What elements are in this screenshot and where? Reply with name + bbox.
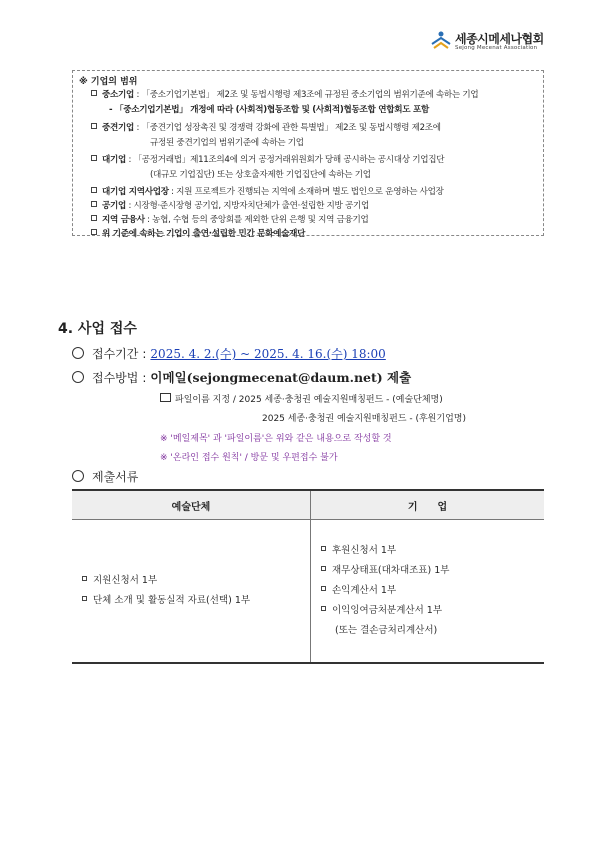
period-label: 접수기간: [92, 347, 139, 361]
circle-bullet-icon: [72, 347, 84, 359]
list-item: 단체 소개 및 활동실적 자료(선택) 1부: [82, 591, 310, 611]
section-heading: 4. 사업 접수: [58, 321, 137, 337]
method-row: 접수방법 : 이메일(sejongmecenat@daum.net) 제출: [72, 368, 411, 386]
docs-row: [72, 468, 138, 485]
company-docs-cell: [311, 520, 545, 664]
square-bullet-icon: [321, 566, 326, 571]
docs-label: 제출서류: [92, 470, 139, 484]
header-company: 기 업: [311, 490, 545, 520]
square-bullet-icon: [82, 596, 87, 601]
circle-bullet-icon: [72, 371, 84, 383]
method-value: 이메일(sejongmecenat@daum.net) 제출: [150, 370, 412, 385]
list-item: 재무상태표(대차대조표) 1부: [321, 561, 544, 581]
square-bullet-icon: [91, 201, 97, 207]
circle-bullet-icon: [72, 470, 84, 482]
scope-item-foundation: 위 기준에 속하는 기업이 출연·설립한 민간 문화예술재단: [91, 228, 305, 240]
square-bullet-icon: [91, 187, 97, 193]
org-logo: [430, 30, 560, 54]
method-label: 접수방법: [92, 371, 139, 385]
scope-item-regional: 대기업 지역사업장 : 지원 프로젝트가 진행되는 지역에 소재하며 별도 법인으로 운영하는 사업장: [91, 186, 444, 198]
square-bullet-icon: [321, 606, 326, 611]
org-name-ko: 세종시메세나협회: [455, 32, 544, 46]
square-bullet-icon: [82, 576, 87, 581]
header-art-group: 예술단체: [72, 490, 311, 520]
filename-line-1: 파일이름 지정 / 2025 세종·충청권 예술지원매칭펀드 - (예술단체명): [160, 392, 443, 405]
scope-item-sme: 중소기업 : 「중소기업기본법」 제2조 및 동법시행령 제3조에 규정된 중소기업의 범위기준에 속하는 기업: [91, 89, 478, 101]
scope-item-large-cont: (대규모 기업집단) 또는 상호출자제한 기업집단에 속하는 기업: [150, 170, 371, 180]
scope-item-large: 대기업 : 「공정거래법」제11조의4에 의거 공정거래위원회가 당해 공시하는 공시대상 기업집단: [91, 154, 444, 166]
scope-item-midsize-cont: 규정된 중견기업의 범위기준에 속하는 기업: [150, 138, 304, 148]
note-online: ※ '온라인 접수 원칙' / 방문 및 우편접수 불가: [160, 453, 338, 463]
scope-item-finance: 지역 금융사 : 농협, 수협 등의 중앙회를 제외한 단위 은행 및 지역 금융기업: [91, 214, 369, 226]
note-subject: ※ '메일제목' 과 '파일이름'은 위와 같은 내용으로 작성할 것: [160, 434, 392, 444]
art-group-docs-cell: [72, 520, 311, 664]
list-item: 이익잉여금처분계산서 1부: [321, 601, 544, 621]
square-bullet-icon: [91, 123, 97, 129]
scope-item-midsize: 중견기업 : 「중견기업 성장촉진 및 경쟁력 강화에 관한 특별법」 제2조 및 동법시행령 제2조에: [91, 122, 441, 134]
scope-title: ※ 기업의 범위: [79, 77, 138, 87]
period-row: 접수기간 : 2025. 4. 2.(수) ~ 2025. 4. 16.(수) 18:00: [72, 345, 386, 362]
square-bullet-icon: [91, 215, 97, 221]
square-bullet-icon: [321, 586, 326, 591]
scope-item-public: 공기업 : 시장형·준시장형 공기업, 지방자치단체가 출연·설립한 지방 공기업: [91, 200, 369, 212]
org-name-en: Sejong Mecenat Association: [455, 45, 538, 51]
scope-item-sme-note: - 「중소기업기본법」 개정에 따라 (사회적)협동조합 및 (사회적)협동조합 연합회도 포함: [109, 105, 429, 115]
square-bullet-icon: [91, 229, 97, 235]
square-bullet-icon: [91, 155, 97, 161]
list-item: 후원신청서 1부: [321, 541, 544, 561]
list-item-note: (또는 결손금처리계산서): [335, 625, 438, 636]
square-bullet-icon: [91, 90, 97, 96]
filename-line-2: 2025 세종·충청권 예술지원매칭펀드 - (후원기업명): [262, 414, 466, 424]
company-scope-box: [72, 70, 544, 239]
square-bullet-icon: [321, 546, 326, 551]
list-item: 지원신청서 1부: [82, 571, 310, 591]
period-value: 2025. 4. 2.(수) ~ 2025. 4. 16.(수) 18:00: [150, 347, 386, 361]
submission-docs-table: [72, 489, 544, 664]
mecenat-logo-icon: [430, 30, 452, 52]
mail-icon: [160, 393, 171, 402]
list-item: 손익계산서 1부: [321, 581, 544, 601]
